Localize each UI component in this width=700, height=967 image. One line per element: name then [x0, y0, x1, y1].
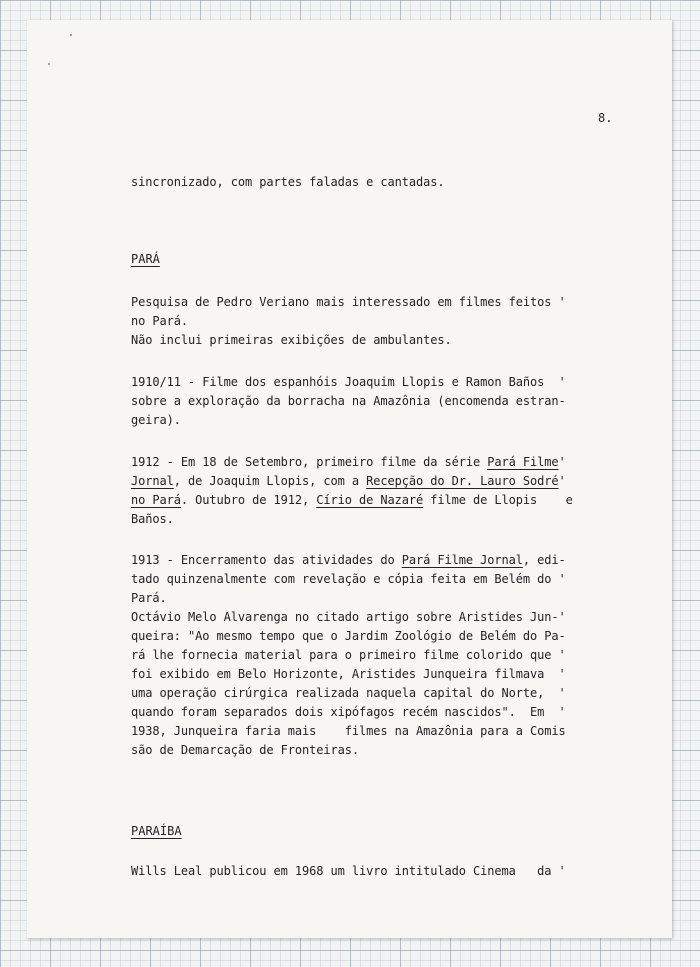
text-span: ' — [558, 474, 566, 488]
text-line: 1938, Junqueira faria mais filmes na Amazônia para a Comis — [131, 724, 566, 738]
text-line: geira). — [131, 413, 181, 427]
text-line — [131, 551, 566, 570]
text-line — [131, 453, 566, 472]
text-line: são de Demarcação de Fronteiras. — [131, 743, 359, 757]
text-line: Octávio Melo Alvarenga no citado artigo sobre Aristides Jun-' — [131, 610, 566, 624]
text-span: 1912 - Em 18 de Setembro, primeiro filme da série — [131, 455, 488, 469]
text-line: Wills Leal publicou em 1968 um livro intitulado Cinema da ' — [131, 864, 566, 878]
paper-speck — [48, 63, 50, 65]
text-span: , de Joaquim Llopis, com a — [173, 474, 367, 488]
text-line: Baños. — [131, 512, 174, 526]
text-line: quando foram separados dois xipófagos recém nascidos". Em ' — [131, 705, 566, 719]
text-line: Pesquisa de Pedro Veriano mais interessado em filmes feitos ' — [131, 295, 566, 309]
section-heading-paraiba: PARAÍBA — [131, 824, 182, 838]
text-line: rá lhe fornecia material para o primeiro filme colorido que ' — [131, 648, 566, 662]
text-line: 1910/11 - Filme dos espanhóis Joaquim Llopis e Ramon Baños ' — [131, 375, 566, 389]
text-line: foi exibido em Belo Horizonte, Aristides Junqueira filmava ' — [131, 667, 566, 681]
text-span: ' — [558, 455, 566, 469]
text-span: , edi- — [522, 553, 566, 567]
intro-line: sincronizado, com partes faladas e cantadas. — [131, 175, 445, 189]
text-span: . Outubro de 1912, — [180, 493, 317, 507]
text-line: no Pará. — [131, 314, 188, 328]
film-title-underlined: Pará Filme Jornal — [401, 553, 523, 567]
page-number: 8. — [598, 111, 613, 125]
text-span: 1913 - Encerramento das atividades do — [131, 553, 402, 567]
text-line: Não inclui primeiras exibições de ambulantes. — [131, 333, 452, 347]
film-title-underlined: Jornal — [131, 474, 174, 488]
text-line: tado quinzenalmente com revelação e cópia feita em Belém do ' — [131, 572, 566, 586]
text-line: sobre a exploração da borracha na Amazônia (encomenda estran- — [131, 394, 566, 408]
paper-speck — [70, 34, 72, 36]
film-title-underlined: Recepção do Dr. Lauro Sodré — [366, 474, 559, 488]
text-line: uma operação cirúrgica realizada naquela capital do Norte, ' — [131, 686, 566, 700]
text-line: queira: "Ao mesmo tempo que o Jardim Zoológio de Belém do Pa- — [131, 629, 566, 643]
text-span: filme de Llopis e — [423, 493, 573, 507]
section-heading-para: PARÁ — [131, 252, 160, 266]
film-title-underlined: Pará Filme — [487, 455, 559, 469]
text-line — [131, 472, 566, 491]
text-line — [131, 491, 573, 510]
film-title-underlined: no Pará — [131, 493, 181, 507]
text-line: Pará. — [131, 591, 167, 605]
film-title-underlined: Círio de Nazaré — [316, 493, 424, 507]
